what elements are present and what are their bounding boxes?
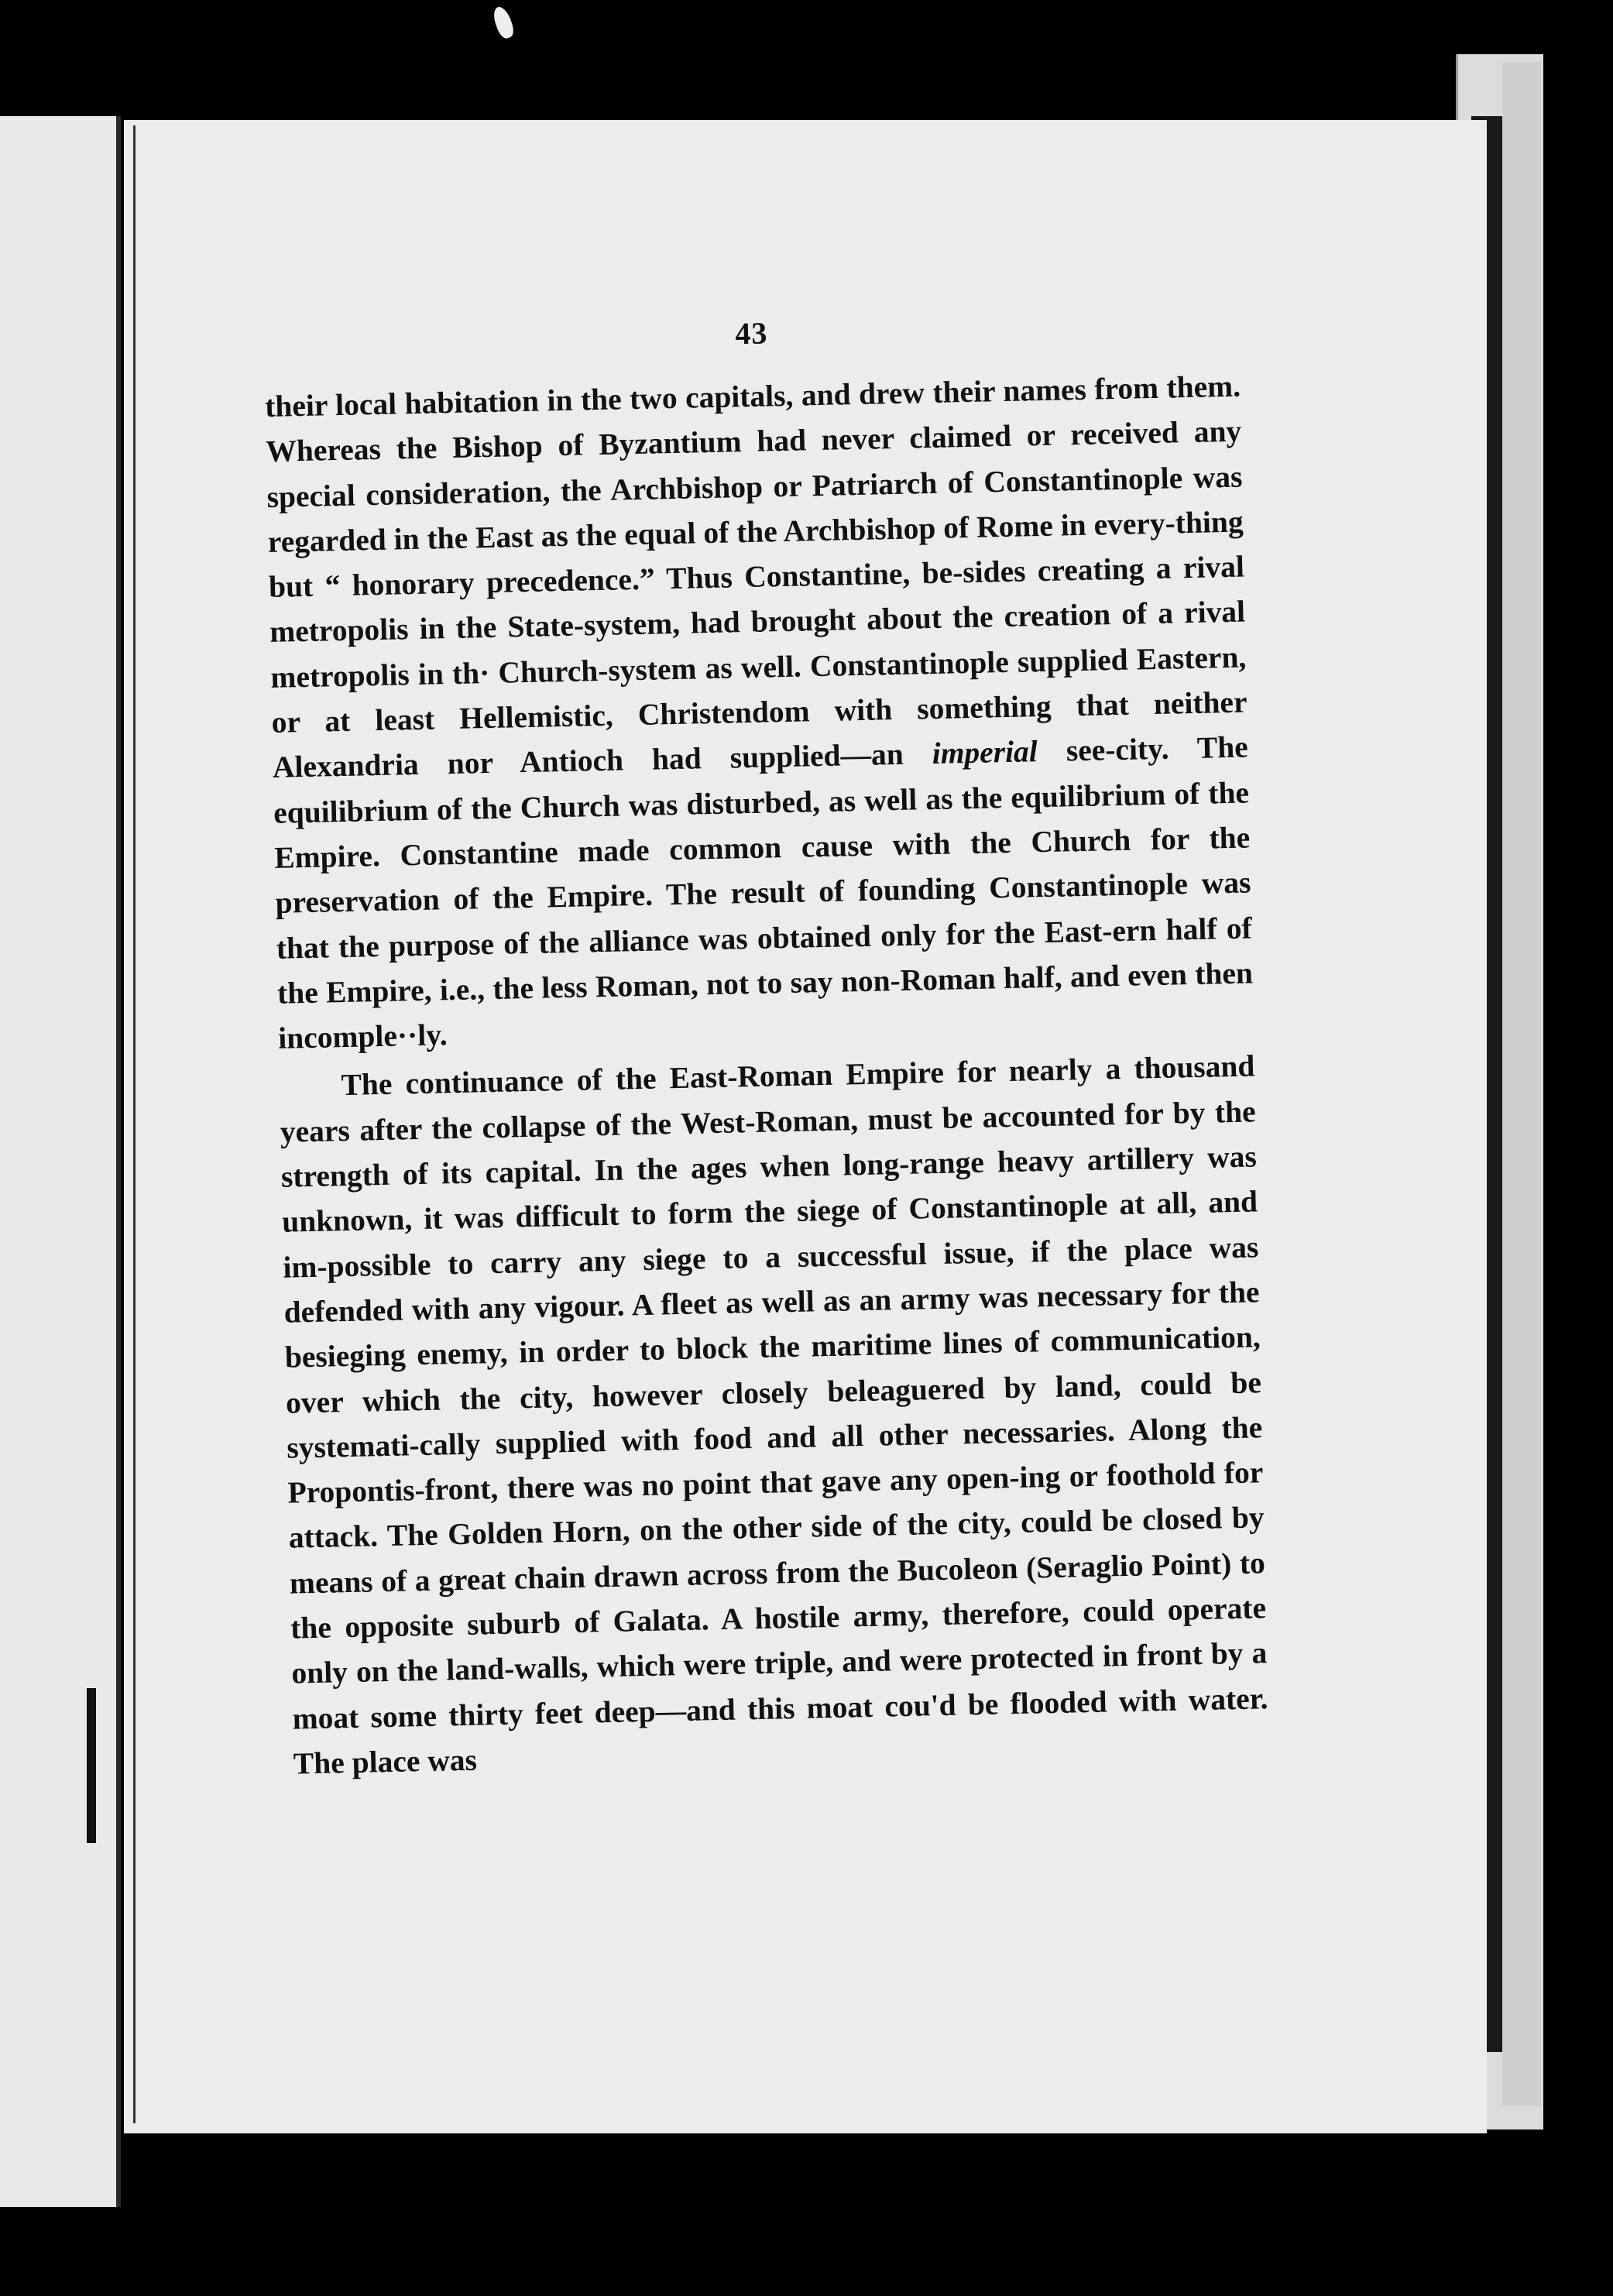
scan-smudge [490, 5, 516, 40]
paragraph-1-italic: imperial [932, 734, 1038, 771]
page-text-block [263, 305, 1269, 1786]
page-gutter-line [133, 125, 136, 2123]
paragraph-1 [265, 364, 1254, 1062]
paragraph-2: The continuance of the East-Roman Empire for nearly a thousand years after the collapse of the West-Roman, must be accounted for by the strength of its capital. In the ages when long-range heavy artillery was unknown, it was difficult to form the siege of Constantinople at all, and im-possible to carry any siege to a successful issue, if the place was defended with any vigour. A fleet as well as an army was necessary for the besieging enemy, in order to block the maritime lines of communication, over which the city, however closely beleaguered by land, could be systemati-cally supplied with food and all other necessaries. Along the Propontis-front, there was no point that gave any open-ing or foothold for attack. The Golden Horn, on the other side of the city, could be closed by means of a great chain drawn across from the Bucoleon (Seraglio Point) to the opposite suburb of Galata. A hostile army, therefore, could operate only on the land-walls, which were triple, and were protected in front by a moat some thirty feet deep—and this moat cou'd be flooded with water. The place was [280, 1048, 1268, 1781]
paragraph-1-text-b: see-city. The equilibrium of the Church was disturbed, as well as the equilibrium of the Empire. Constantine made common cause with the Church for the preservation of the Empire. The result of founding Constantinople was that the purpose of the alliance was obtained only for the East-ern half of the Empire, i.e., the less Roman, not to say non-Roman half, and even then incomple··ly. [273, 729, 1254, 1055]
paragraph-1-text-a: their local habitation in the two capitals, and drew their names from them. Whereas the Bishop of Byzantium had never claimed or received any special consideration, the Archbishop or Patriarch of Constantinople was regarded in the East as the equal of the Archbishop of Rome in every-thing but “ honorary precedence.” Thus Constantine, be-sides creating a rival metropolis in the State-system, had brought about the creation of a rival metropolis in th· Church-system as well. Constantinople supplied Eastern, or at least Hellemistic, Christendom with something that neither Alexandria nor Antioch had supplied—an [264, 369, 1248, 785]
page-stack-edge-light [1502, 62, 1541, 2106]
previous-page-edge [0, 116, 121, 2207]
binding-mark [87, 1688, 96, 1843]
page-number: 43 [734, 315, 768, 352]
